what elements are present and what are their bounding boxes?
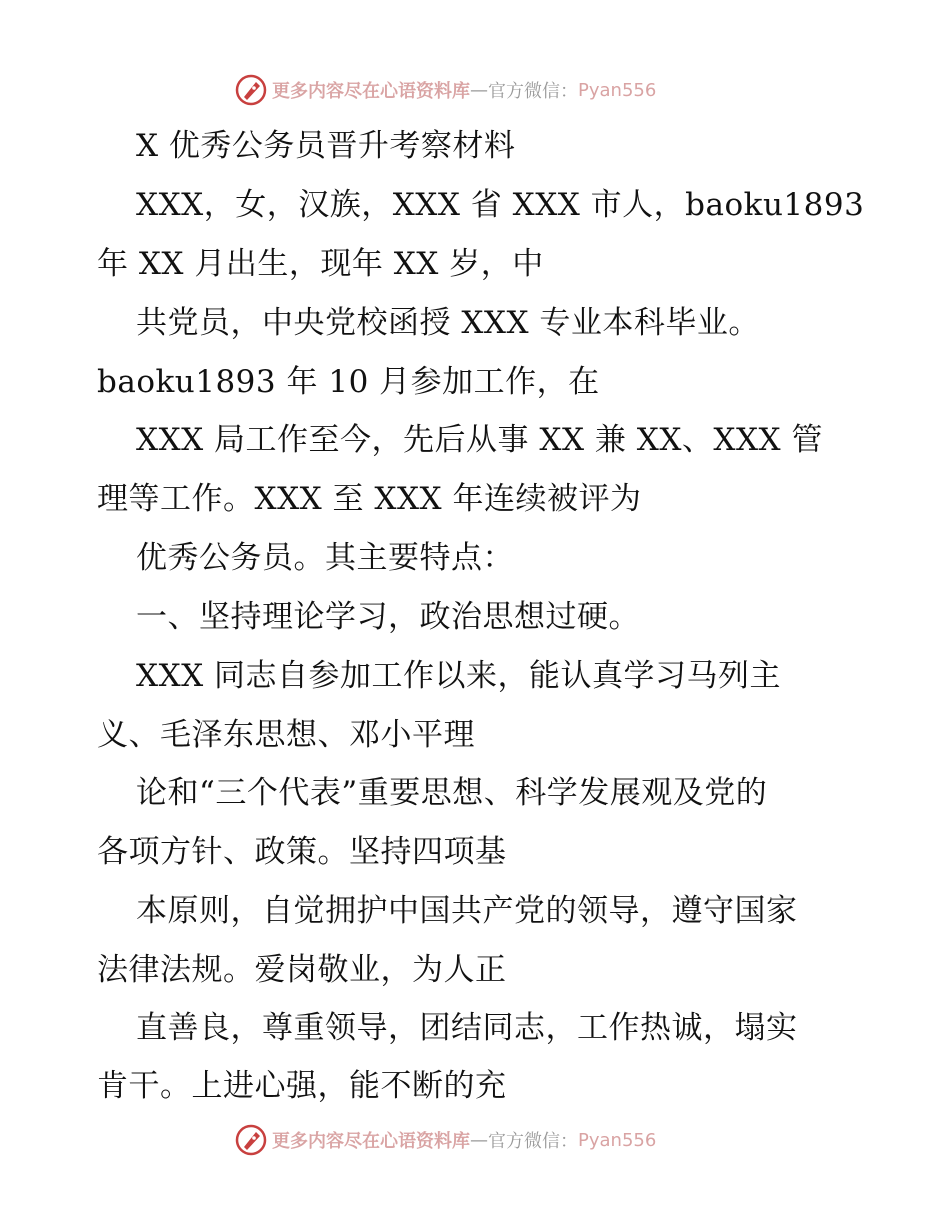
banner-wechat-id: Pyan556 [578,79,657,101]
paragraph-line: baoku1893 年 10 月参加工作，在 [97,364,600,400]
banner-main-text: 更多内容尽在心语资料库 [272,81,470,102]
paragraph-line: 论和“三个代表”重要思想、科学发展观及党的 [136,775,768,811]
document-title: X 优秀公务员晋升考察材料 [136,128,516,164]
paragraph-line: 共党员，中央党校函授 XXX 专业本科毕业。 [136,305,760,341]
paragraph-line: XXX 局工作至今，先后从事 XX 兼 XX、XXX 管 [136,422,823,458]
banner-separator: — [470,1129,488,1151]
banner-main-text: 更多内容尽在心语资料库 [272,1131,470,1152]
paragraph-line: 直善良，尊重领导，团结同志，工作热诚，塌实 [136,1010,798,1046]
banner-wechat-label: 官方微信： [488,81,578,102]
banner-separator: — [470,79,488,101]
paragraph-line: 理等工作。XXX 至 XXX 年连续被评为 [97,481,642,517]
paragraph-line: 年 XX 月出生，现年 XX 岁，中 [97,246,544,282]
paragraph-line: 本原则，自觉拥护中国共产党的领导，遵守国家 [136,893,798,929]
header-banner [234,72,656,108]
paragraph-line: 肯干。上进心强，能不断的充 [97,1068,507,1104]
banner-wechat-label: 官方微信： [488,1131,578,1152]
paragraph-line: XXX 同志自参加工作以来，能认真学习马列主 [136,658,782,694]
paragraph-line: 法律法规。爱岗敬业，为人正 [97,952,507,988]
section-heading: 一、坚持理论学习，政治思想过硬。 [136,599,640,635]
paragraph-line: 各项方针、政策。坚持四项基 [97,834,507,870]
paragraph-line: 义、毛泽东思想、邓小平理 [97,717,475,753]
banner-wechat-id: Pyan556 [578,1129,657,1151]
pen-nib-circle-icon [234,73,268,107]
footer-banner [234,1122,656,1158]
paragraph-line: XXX，女，汉族，XXX 省 XXX 市人，baoku1893 [136,187,865,223]
pen-nib-circle-icon [234,1123,268,1157]
paragraph-line: 优秀公务员。其主要特点： [136,540,514,576]
